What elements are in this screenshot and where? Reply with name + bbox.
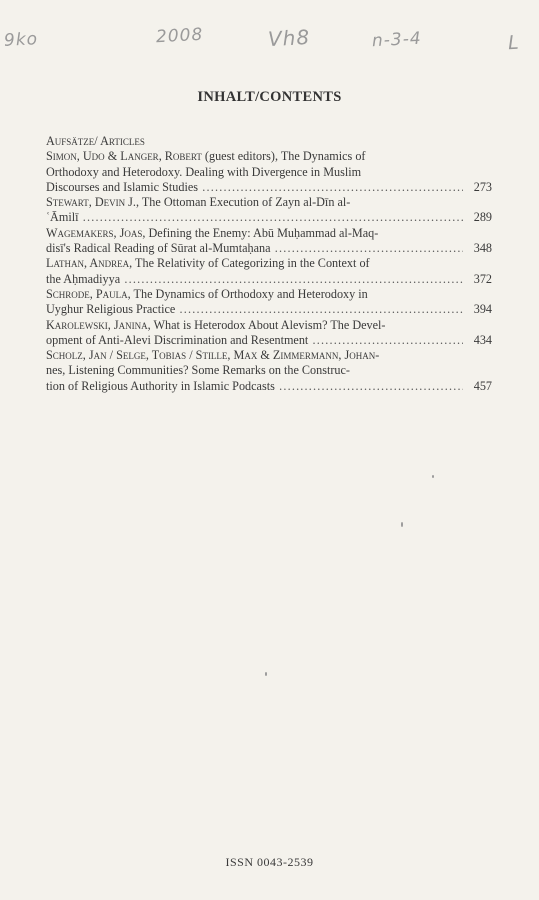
toc-entry[interactable] (46, 225, 492, 257)
paper-speck (401, 522, 403, 527)
page-title: INHALT/CONTENTS (197, 89, 342, 105)
entry-title-line: , The Ottoman Execution of Zayn al-Dīn al- (135, 195, 351, 210)
entry-author: Stewart, Devin J. (46, 195, 136, 210)
issn: ISSN 0043-2539 (225, 855, 314, 869)
entry-page-number: 394 (473, 302, 492, 317)
entry-author: Simon, Udo & Langer, Robert (46, 149, 202, 164)
paper-speck (432, 475, 434, 478)
entry-title-line: , Defining the Enemy: Abū Muḥammad al-Maq- (142, 225, 379, 240)
entry-title-line: , The Relativity of Categorizing in the Context of (129, 256, 370, 271)
leader-dots (278, 379, 463, 394)
entry-author: Wagemakers, Joas (46, 225, 143, 240)
entry-page-number: 434 (473, 332, 492, 347)
entry-page-number: 348 (473, 241, 492, 256)
handwritten-mark: n-3-4 (371, 28, 423, 52)
entry-title-line: the Aḥmadiyya (46, 271, 121, 286)
entry-author: Schrode, Paula (46, 286, 128, 301)
table-of-contents (46, 134, 492, 394)
paper-speck (265, 672, 267, 676)
toc-entry[interactable] (46, 195, 492, 226)
entry-page-number: 289 (473, 210, 492, 225)
entry-title-line: nes, Listening Communities? Some Remarks on the Construc- (46, 363, 350, 378)
entry-author: Karolewski, Janina (46, 317, 148, 332)
leader-dots (201, 180, 463, 195)
entry-title-line: (guest editors), The Dynamics of (201, 149, 366, 164)
leader-dots (82, 210, 464, 225)
entry-author: Lathan, Andrea (46, 256, 130, 271)
entry-title-line: opment of Anti-Alevi Discrimination and Resentment (46, 332, 309, 347)
handwritten-mark: L (507, 31, 521, 55)
entry-title-line: ʿĀmilī (46, 210, 79, 225)
entry-title-line: Orthodoxy and Heterodoxy. Dealing with Divergence in Muslim (46, 164, 362, 179)
section-heading: Aufsätze/ Articles (46, 134, 145, 148)
handwritten-mark: Vh8 (267, 24, 311, 52)
leader-dots (311, 333, 463, 348)
leader-dots (274, 241, 463, 256)
entry-title-line: , The Dynamics of Orthodoxy and Heterodoxy in (127, 286, 368, 301)
toc-entry[interactable] (46, 256, 492, 287)
toc-entry[interactable] (46, 149, 492, 195)
entry-page-number: 372 (473, 271, 492, 286)
entry-title-line: Discourses and Islamic Studies (46, 179, 198, 194)
toc-entry[interactable] (46, 286, 492, 318)
entry-title-line: , What is Heterodox About Alevism? The Devel- (147, 317, 386, 332)
toc-entry[interactable] (46, 348, 492, 394)
toc-entry[interactable] (46, 317, 492, 349)
leader-dots (178, 302, 463, 317)
handwritten-mark: 9ko (3, 29, 39, 51)
entry-title-line: Uyghur Religious Practice (46, 302, 176, 317)
entry-page-number: 457 (473, 378, 492, 393)
entry-page-number: 273 (473, 179, 492, 194)
leader-dots (123, 272, 463, 287)
entry-title-line: disī's Radical Reading of Sūrat al-Mumtaḥana (46, 241, 271, 256)
entry-author: Scholz, Jan / Selge, Tobias / Stille, Max & Zimmermann, Johan- (46, 348, 380, 363)
entry-title-line: tion of Religious Authority in Islamic Podcasts (46, 378, 275, 393)
handwritten-mark: 2008 (155, 24, 204, 48)
